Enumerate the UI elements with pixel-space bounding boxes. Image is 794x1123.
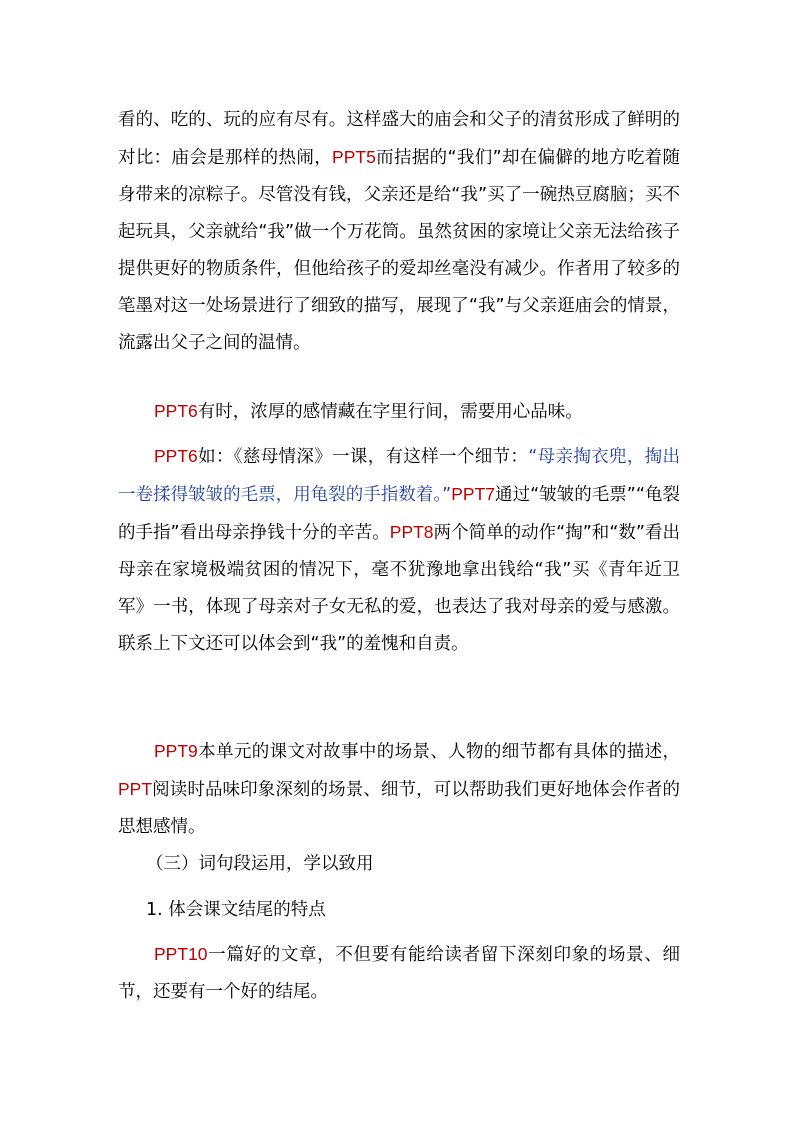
slide-marker: PPT8 xyxy=(389,522,434,542)
paragraph-unit-summary xyxy=(118,733,680,846)
paragraph-mother-detail xyxy=(118,438,680,663)
slide-marker: PPT6 xyxy=(154,401,198,421)
slide-marker: PPT6 xyxy=(154,446,198,466)
slide-marker: PPT5 xyxy=(332,147,376,167)
body-text: 一篇好的文章，不但要有能给读者留下深刻印象的场景、细节，还要有一个好的结尾。 xyxy=(118,945,680,1002)
body-text: 看的、吃的、玩的应有尽有。这样盛大的庙会和父子的清贫形成了鲜明的对比：庙会是那样的热闹， xyxy=(118,110,680,168)
paragraph-emotion-hidden xyxy=(118,393,680,431)
body-text: 通过“皱皱的毛票”“龟裂的手指”看出母亲挣钱十分的辛苦。 xyxy=(118,485,680,543)
slide-marker: PPT7 xyxy=(451,484,496,504)
body-text: 1. 体会课文结尾的特点 xyxy=(146,900,326,920)
body-text: （三）词句段运用，学以致用 xyxy=(146,854,374,874)
subsection-heading xyxy=(118,892,680,929)
slide-marker: PPT10 xyxy=(154,944,208,964)
body-text: 如：《慈母情深》一课，有这样一个细节： xyxy=(197,447,529,467)
body-text: 两个简单的动作“掏”和“数”看出母亲在家境极端贫困的情况下，毫不犹豫地拿出钱给“我”买《青年近卫军》一书，体现了母亲对子女无私的爱，也表达了我对母亲的爱与感激。联系上下文还可以体会到“我”的羞愧和自责。 xyxy=(118,523,680,654)
section-heading xyxy=(118,846,680,883)
quoted-detail: “母亲掏衣兜，掏出一卷揉得皱皱的毛票，用龟裂的手指数着。” xyxy=(118,447,680,505)
paragraph-ending xyxy=(118,936,680,1011)
slide-marker: PPT9 xyxy=(154,741,198,761)
slide-marker: PPT xyxy=(118,779,153,799)
body-text: 而拮据的“我们”却在偏僻的地方吃着随身带来的凉粽子。尽管没有钱，父亲还是给“我”买了一碗热豆腐脑；买不起玩具，父亲就给“我”做一个万花筒。虽然贫困的家境让父亲无法给孩子提供更好的物质条件，但他给孩子的爱却丝毫没有减少。作者用了较多的笔墨对这一处场景进行了细致的描写，展现了“我”与父亲逛庙会的情景，流露出父子之间的温情。 xyxy=(118,148,680,353)
body-text: 有时，浓厚的感情藏在字里行间，需要用心品味。 xyxy=(197,402,583,422)
paragraph-temple-fair xyxy=(118,102,680,362)
body-text: 阅读时品味印象深刻的场景、细节，可以帮助我们更好地体会作者的思想感情。 xyxy=(118,780,680,837)
body-text: 本单元的课文对故事中的场景、人物的细节都有具体的描述， xyxy=(197,742,680,762)
